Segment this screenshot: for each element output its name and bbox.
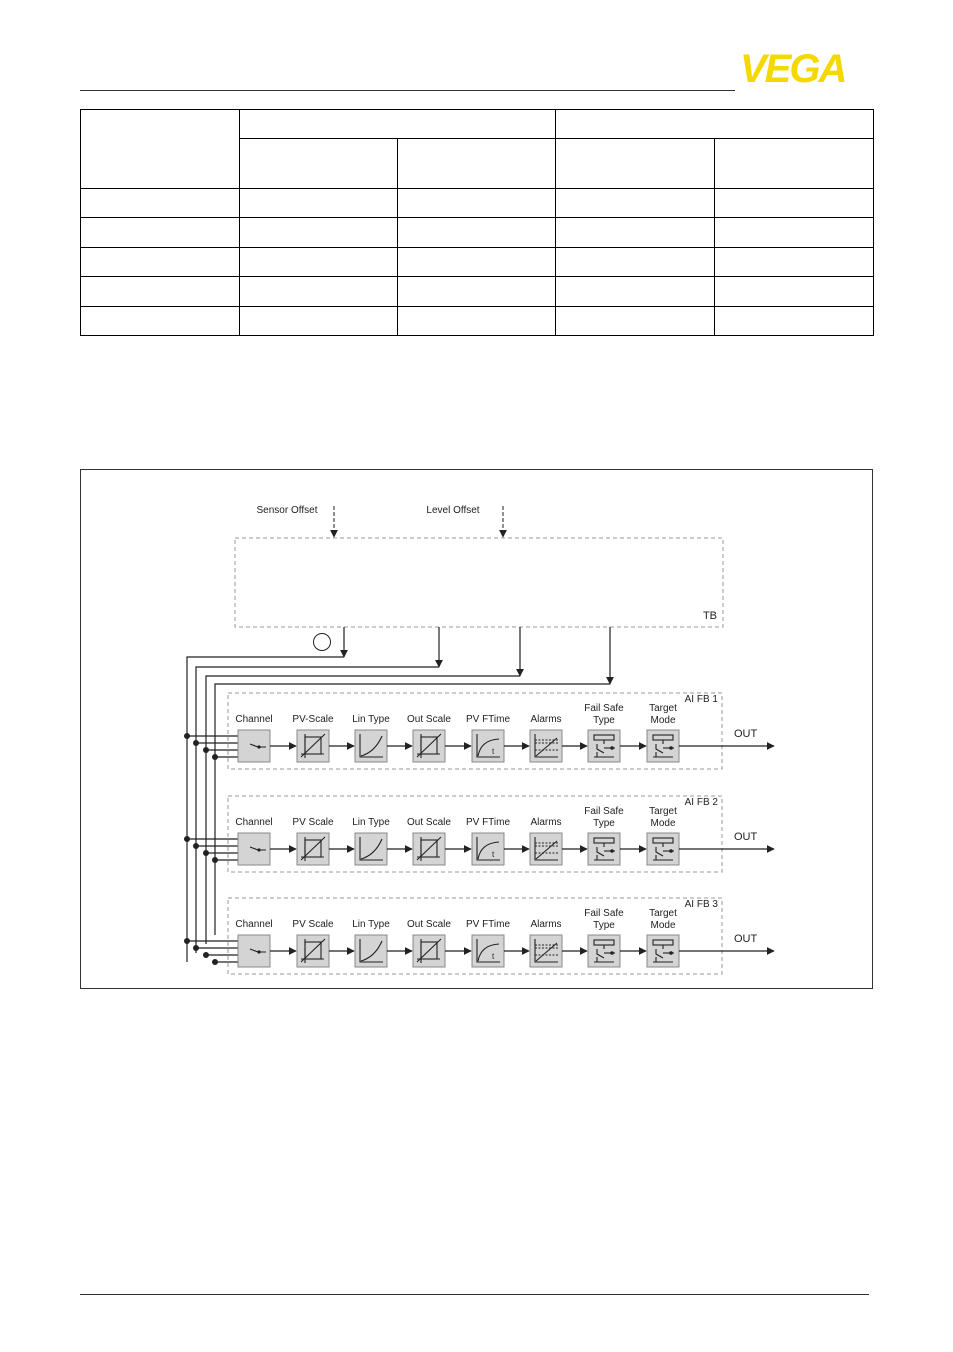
filter-curve-icon xyxy=(472,730,504,762)
table-header-group-2 xyxy=(556,110,874,139)
curve-icon xyxy=(355,833,387,865)
table-subheader xyxy=(556,139,715,189)
scale-icon xyxy=(413,730,445,762)
filter-curve-icon xyxy=(472,935,504,967)
stage-label: Channel xyxy=(235,919,273,930)
switch-icon xyxy=(588,935,620,967)
table-subheader xyxy=(715,139,874,189)
channel-switch-icon xyxy=(238,935,270,967)
stage-label: PV-Scale xyxy=(292,714,334,725)
stage-label: PV Scale xyxy=(292,817,334,828)
alarm-icon xyxy=(530,935,562,967)
transducer-block xyxy=(235,538,723,627)
bus-junction-dot xyxy=(193,843,199,849)
bus-junction-dot xyxy=(212,754,218,760)
bus-junction-dot xyxy=(203,747,209,753)
bus-junction-dot xyxy=(193,740,199,746)
stage-label: PV FTime xyxy=(465,817,511,828)
stage-label: Fail Safe xyxy=(584,806,624,817)
stage-label: Lin Type xyxy=(352,817,390,828)
table-row xyxy=(81,248,874,277)
table-corner-cell xyxy=(81,110,240,189)
stage-label: Lin Type xyxy=(352,919,390,930)
channel-marker-circle xyxy=(314,634,331,651)
stage-label-line2: Mode xyxy=(650,920,676,931)
svg-text:t: t xyxy=(492,747,495,756)
level-offset-label: Level Offset xyxy=(426,505,480,516)
stage-label: Alarms xyxy=(530,919,562,930)
channel-switch-icon xyxy=(238,833,270,865)
sensor-offset-label: Sensor Offset xyxy=(256,505,318,516)
stage-label-line2: Type xyxy=(593,818,615,829)
bus-junction-dot xyxy=(184,938,190,944)
alarm-icon xyxy=(530,833,562,865)
table-header-group-1 xyxy=(240,110,556,139)
stage-label-line2: Mode xyxy=(650,818,676,829)
stage-label: PV Scale xyxy=(292,919,334,930)
bus-junction-dot xyxy=(212,857,218,863)
scale-icon xyxy=(297,730,329,762)
stage-label: PV FTime xyxy=(465,714,511,725)
vega-logo xyxy=(738,48,874,88)
stage-label: Alarms xyxy=(530,714,562,725)
bus-junction-dot xyxy=(184,733,190,739)
data-table xyxy=(80,109,874,336)
table-row xyxy=(81,277,874,307)
stage-label: Out Scale xyxy=(407,919,451,930)
table-row xyxy=(81,189,874,218)
svg-text:t: t xyxy=(492,850,495,859)
stage-label: Target xyxy=(649,806,677,817)
stage-label: Fail Safe xyxy=(584,908,624,919)
filter-curve-icon xyxy=(472,833,504,865)
scale-icon xyxy=(297,935,329,967)
function-block-diagram xyxy=(81,470,872,988)
out-label: OUT xyxy=(734,728,758,740)
ai-block-label: AI FB 1 xyxy=(684,694,718,705)
bus-junction-dot xyxy=(203,952,209,958)
switch-icon xyxy=(647,833,679,865)
alarm-icon xyxy=(530,730,562,762)
table-row xyxy=(81,307,874,336)
tb-label: TB xyxy=(702,610,717,622)
scale-icon xyxy=(413,935,445,967)
stage-label: PV FTime xyxy=(465,919,511,930)
ai-block-label: AI FB 3 xyxy=(684,899,718,910)
switch-icon xyxy=(588,730,620,762)
footer-rule xyxy=(80,1294,869,1295)
bus-junction-dot xyxy=(184,836,190,842)
stage-label-line2: Type xyxy=(593,715,615,726)
tb-output-lines xyxy=(187,627,610,962)
svg-text:VEGA: VEGA xyxy=(740,48,846,88)
curve-icon xyxy=(355,730,387,762)
ai-function-block-3 xyxy=(184,898,774,974)
table-row xyxy=(81,218,874,248)
stage-label: Channel xyxy=(235,714,273,725)
ai-function-block-2 xyxy=(184,796,774,872)
table-subheader xyxy=(240,139,398,189)
header-rule xyxy=(80,90,735,91)
channel-switch-icon xyxy=(238,730,270,762)
stage-label: Out Scale xyxy=(407,714,451,725)
stage-label: Target xyxy=(649,703,677,714)
scale-icon xyxy=(297,833,329,865)
stage-label-line2: Type xyxy=(593,920,615,931)
bus-junction-dot xyxy=(203,850,209,856)
ai-function-block-1 xyxy=(184,693,774,769)
stage-label: Out Scale xyxy=(407,817,451,828)
stage-label: Target xyxy=(649,908,677,919)
bus-junction-dot xyxy=(212,959,218,965)
bus-junction-dot xyxy=(193,945,199,951)
table-subheader xyxy=(398,139,556,189)
switch-icon xyxy=(588,833,620,865)
out-label: OUT xyxy=(734,933,758,945)
switch-icon xyxy=(647,730,679,762)
stage-label: Alarms xyxy=(530,817,562,828)
stage-label-line2: Mode xyxy=(650,715,676,726)
stage-label: Channel xyxy=(235,817,273,828)
curve-icon xyxy=(355,935,387,967)
scale-icon xyxy=(413,833,445,865)
switch-icon xyxy=(647,935,679,967)
out-label: OUT xyxy=(734,831,758,843)
ai-block-label: AI FB 2 xyxy=(684,797,718,808)
function-block-figure xyxy=(80,469,873,989)
svg-text:t: t xyxy=(492,952,495,961)
stage-label: Lin Type xyxy=(352,714,390,725)
stage-label: Fail Safe xyxy=(584,703,624,714)
